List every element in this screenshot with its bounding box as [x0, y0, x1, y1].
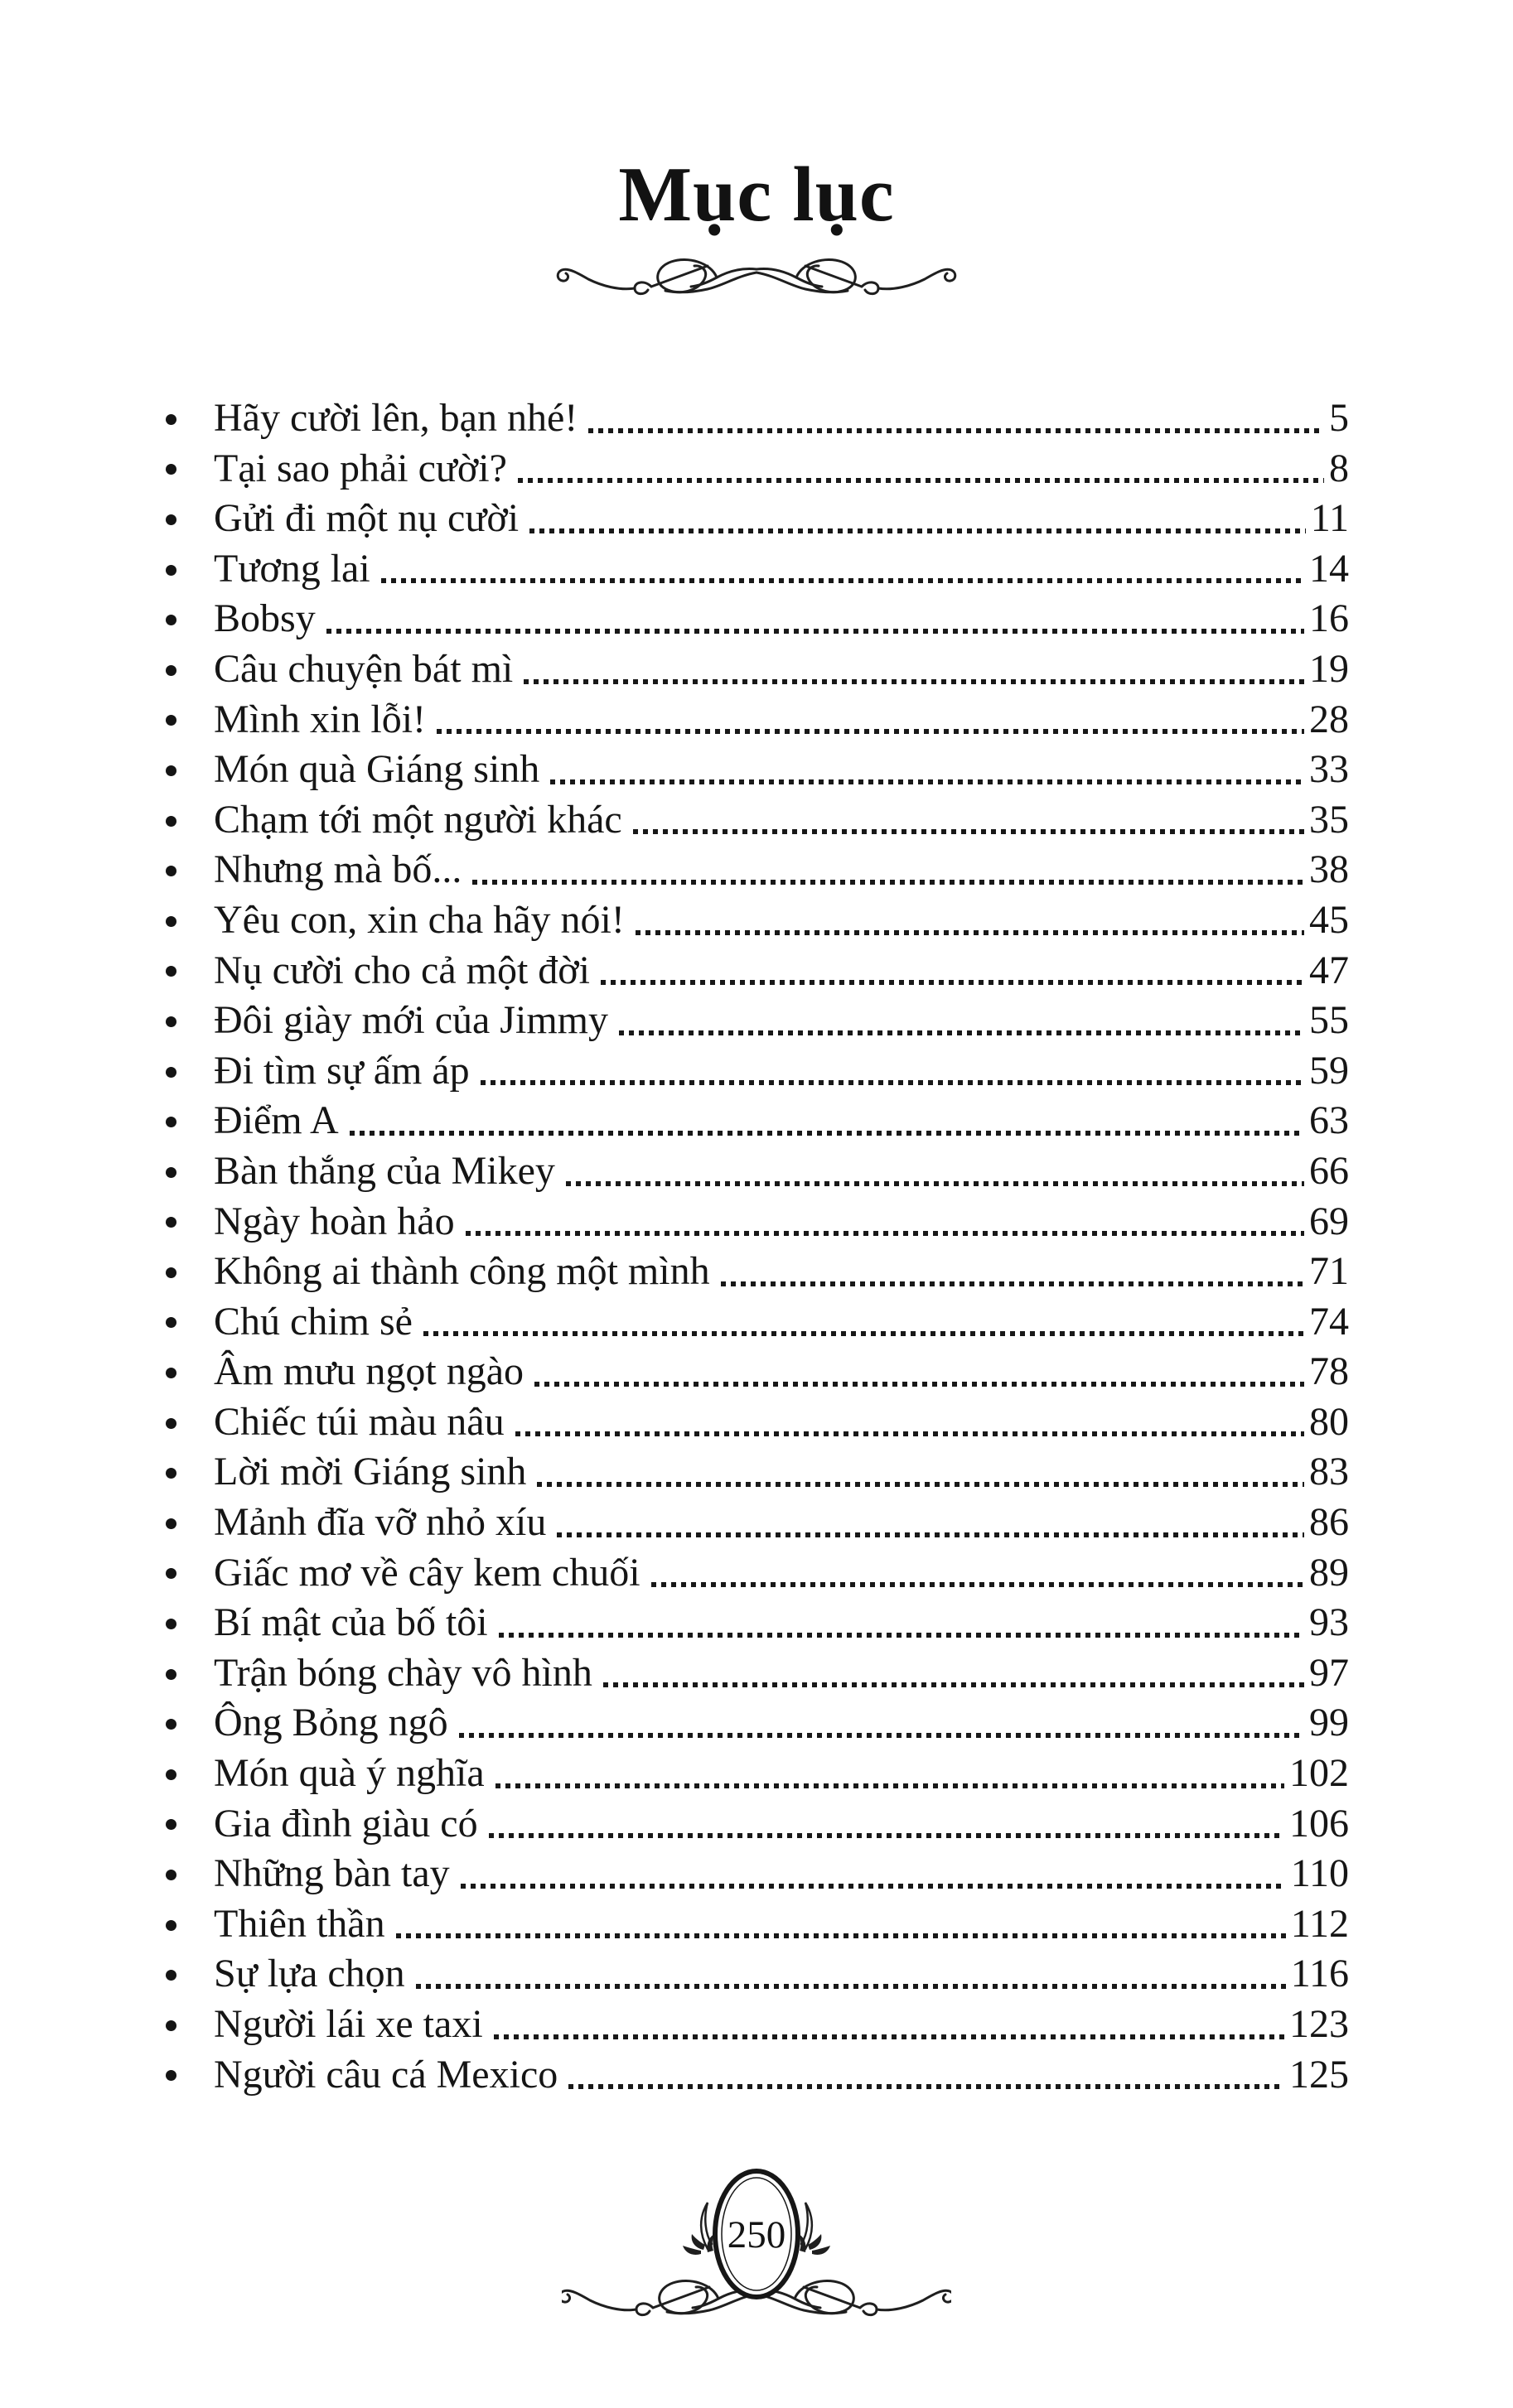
toc-row — [166, 795, 1349, 846]
bullet-icon — [166, 1518, 176, 1529]
bullet-icon — [166, 1468, 176, 1479]
toc-entry-page: 110 — [1290, 1851, 1349, 1896]
toc-entry-title: Ông Bỏng ngô — [214, 1701, 448, 1745]
toc-entry-page: 99 — [1309, 1701, 1349, 1745]
toc-entry-page: 69 — [1309, 1199, 1349, 1243]
bullet-icon — [166, 1619, 176, 1629]
toc-row — [166, 695, 1349, 746]
toc-row — [166, 544, 1349, 595]
toc-row — [166, 895, 1349, 946]
toc-entry-page: 78 — [1309, 1349, 1349, 1394]
toc-entry-title: Tại sao phải cười? — [214, 446, 507, 490]
bullet-icon — [166, 1016, 176, 1027]
dotted-leader — [529, 528, 1306, 533]
toc-entry-title: Trận bóng chày vô hình — [214, 1650, 592, 1695]
toc-entry-page: 47 — [1309, 948, 1349, 992]
toc-entry-page: 33 — [1309, 747, 1349, 792]
dotted-leader — [499, 1633, 1304, 1638]
dotted-leader — [437, 729, 1304, 734]
toc-entry-title: Mảnh đĩa vỡ nhỏ xíu — [214, 1500, 547, 1545]
toc-entry-title: Hãy cười lên, bạn nhé! — [214, 396, 578, 440]
bullet-icon — [166, 414, 176, 425]
toc-entry-page: 16 — [1309, 596, 1349, 641]
toc-entry-title: Nụ cười cho cả một đời — [214, 948, 591, 992]
toc-entry-page: 71 — [1309, 1249, 1349, 1294]
toc-entry-title: Bobsy — [214, 596, 316, 641]
toc-row — [166, 1297, 1349, 1348]
dotted-leader — [601, 980, 1304, 985]
toc-row — [166, 745, 1349, 795]
bullet-icon — [166, 615, 176, 625]
toc-entry-title: Món quà ý nghĩa — [214, 1751, 485, 1796]
toc-entry-page: 102 — [1289, 1751, 1349, 1796]
dotted-leader — [651, 1582, 1304, 1587]
toc-row — [166, 1096, 1349, 1146]
dotted-leader — [534, 1382, 1304, 1387]
dotted-leader — [588, 428, 1324, 433]
bullet-icon — [166, 2070, 176, 2081]
bullet-icon — [166, 1368, 176, 1378]
toc-row — [166, 1397, 1349, 1448]
dotted-leader — [459, 1733, 1304, 1738]
toc-entry-page: 63 — [1309, 1098, 1349, 1143]
dotted-leader — [461, 1884, 1286, 1889]
toc-row — [166, 1749, 1349, 1799]
dotted-leader — [381, 578, 1304, 583]
toc-entry-title: Gia đình giàu có — [214, 1801, 478, 1846]
toc-entry-page: 106 — [1289, 1801, 1349, 1846]
bullet-icon — [166, 1317, 176, 1328]
toc-row — [166, 845, 1349, 895]
bullet-icon — [166, 565, 176, 576]
toc-entry-title: Gửi đi một nụ cười — [214, 496, 520, 541]
toc-entry-title: Không ai thành công một mình — [214, 1249, 710, 1294]
toc-entry-title: Tương lai — [214, 546, 370, 591]
dotted-leader — [416, 1984, 1286, 1989]
bullet-icon — [166, 1568, 176, 1579]
toc-entry-title: Bí mật của bố tôi — [214, 1600, 488, 1645]
toc-entry-page: 86 — [1309, 1500, 1349, 1545]
dotted-leader — [489, 1833, 1284, 1838]
dotted-leader — [603, 1682, 1304, 1687]
dotted-leader — [350, 1131, 1304, 1136]
toc-row — [166, 996, 1349, 1046]
toc-entry-page: 74 — [1309, 1299, 1349, 1344]
bullet-icon — [166, 1819, 176, 1830]
toc-row — [166, 1548, 1349, 1599]
toc-row — [166, 393, 1349, 444]
dotted-leader — [557, 1532, 1304, 1537]
page-number-badge: 250 — [727, 2213, 786, 2257]
toc-entry-page: 14 — [1309, 546, 1349, 591]
dotted-leader — [524, 679, 1304, 684]
toc-entry-page: 93 — [1309, 1600, 1349, 1645]
toc-entry-title: Đôi giày mới của Jimmy — [214, 998, 608, 1043]
toc-entry-title: Giấc mơ về cây kem chuối — [214, 1550, 640, 1595]
toc-entry-title: Âm mưu ngọt ngào — [214, 1349, 524, 1394]
toc-row — [166, 1046, 1349, 1097]
bullet-icon — [166, 1067, 176, 1078]
toc-entry-page: 45 — [1309, 897, 1349, 942]
title-flourish-ornament — [545, 248, 968, 302]
toc-entry-title: Sự lựa chọn — [214, 1952, 405, 1996]
dotted-leader — [518, 478, 1324, 483]
toc-entry-page: 55 — [1309, 998, 1349, 1043]
toc-entry-page: 35 — [1309, 797, 1349, 842]
dotted-leader — [481, 1080, 1304, 1085]
toc-entry-title: Mình xin lỗi! — [214, 697, 427, 741]
bullet-icon — [166, 1117, 176, 1127]
toc-row — [166, 494, 1349, 544]
toc-entry-page: 59 — [1309, 1048, 1349, 1093]
dotted-leader — [326, 629, 1304, 634]
toc-entry-title: Ngày hoàn hảo — [214, 1199, 455, 1243]
bullet-icon — [166, 1418, 176, 1429]
bullet-icon — [166, 1870, 176, 1880]
toc-entry-page: 66 — [1309, 1148, 1349, 1193]
bullet-icon — [166, 2020, 176, 2031]
toc-entry-title: Yêu con, xin cha hãy nói! — [214, 897, 625, 942]
bullet-icon — [166, 1669, 176, 1680]
toc-row — [166, 2050, 1349, 2101]
toc-entry-page: 125 — [1289, 2052, 1349, 2097]
dotted-leader — [423, 1331, 1304, 1336]
dotted-leader — [568, 2084, 1284, 2089]
dotted-leader — [619, 1030, 1304, 1035]
toc-row — [166, 1648, 1349, 1699]
toc-row — [166, 444, 1349, 495]
dotted-leader — [636, 930, 1304, 935]
toc-row — [166, 1498, 1349, 1548]
bullet-icon — [166, 765, 176, 776]
toc-entry-page: 123 — [1289, 2002, 1349, 2046]
bullet-icon — [166, 715, 176, 726]
toc-entry-page: 116 — [1290, 1952, 1349, 1996]
footer-ornament — [562, 2151, 951, 2350]
bullet-icon — [166, 464, 176, 475]
toc-row — [166, 1799, 1349, 1850]
dotted-leader — [721, 1281, 1304, 1286]
dotted-leader — [566, 1181, 1304, 1186]
dotted-leader — [537, 1482, 1304, 1487]
toc-entry-page: 112 — [1290, 1901, 1349, 1946]
toc-entry-title: Chiếc túi màu nâu — [214, 1399, 505, 1444]
toc-entry-title: Món quà Giáng sinh — [214, 747, 540, 792]
bullet-icon — [166, 665, 176, 676]
toc-row — [166, 594, 1349, 644]
toc-row — [166, 1598, 1349, 1648]
toc-entry-title: Người câu cá Mexico — [214, 2052, 558, 2097]
dotted-leader — [550, 779, 1304, 784]
toc-entry-title: Đi tìm sự ấm áp — [214, 1048, 470, 1093]
toc-entry-title: Người lái xe taxi — [214, 2002, 483, 2046]
toc-row — [166, 2000, 1349, 2050]
page-title: Mục lục — [618, 152, 895, 238]
toc-row — [166, 1849, 1349, 1899]
dotted-leader — [633, 829, 1304, 834]
toc-entry-title: Điểm A — [214, 1098, 339, 1143]
dotted-leader — [466, 1231, 1304, 1236]
toc-entry-page: 97 — [1309, 1650, 1349, 1695]
toc-entry-title: Thiên thần — [214, 1901, 385, 1946]
toc-entry-title: Câu chuyện bát mì — [214, 646, 514, 691]
toc-row — [166, 1247, 1349, 1297]
bullet-icon — [166, 1970, 176, 1981]
bullet-icon — [166, 514, 176, 525]
toc-row — [166, 946, 1349, 996]
toc-entry-title: Những bàn tay — [214, 1851, 450, 1896]
toc-list — [0, 393, 1513, 2100]
toc-entry-page: 80 — [1309, 1399, 1349, 1444]
toc-row — [166, 1146, 1349, 1197]
toc-entry-page: 38 — [1309, 847, 1349, 892]
bullet-icon — [166, 1217, 176, 1228]
toc-entry-page: 11 — [1310, 496, 1349, 541]
bullet-icon — [166, 1267, 176, 1278]
toc-entry-page: 19 — [1309, 646, 1349, 691]
dotted-leader — [396, 1933, 1286, 1938]
dotted-leader — [494, 2034, 1284, 2039]
dotted-leader — [515, 1431, 1304, 1436]
toc-row — [166, 1899, 1349, 1950]
toc-row — [166, 1949, 1349, 2000]
toc-entry-title: Bàn thắng của Mikey — [214, 1148, 555, 1193]
toc-entry-title: Nhưng mà bố... — [214, 847, 462, 892]
toc-entry-title: Lời mời Giáng sinh — [214, 1450, 527, 1494]
toc-entry-page: 8 — [1329, 446, 1349, 490]
bullet-icon — [166, 1719, 176, 1730]
toc-entry-page: 83 — [1309, 1450, 1349, 1494]
bullet-icon — [166, 1167, 176, 1178]
bullet-icon — [166, 1769, 176, 1780]
dotted-leader — [472, 880, 1304, 885]
toc-entry-page: 89 — [1309, 1550, 1349, 1595]
dotted-leader — [495, 1783, 1284, 1788]
toc-entry-page: 5 — [1329, 396, 1349, 440]
toc-entry-page: 28 — [1309, 697, 1349, 741]
bullet-icon — [166, 966, 176, 977]
toc-entry-title: Chạm tới một người khác — [214, 797, 622, 842]
toc-row — [166, 1698, 1349, 1749]
bullet-icon — [166, 916, 176, 927]
bullet-icon — [166, 866, 176, 876]
toc-row — [166, 1197, 1349, 1247]
toc-row — [166, 1347, 1349, 1397]
bullet-icon — [166, 1920, 176, 1931]
toc-row — [166, 1447, 1349, 1498]
bullet-icon — [166, 816, 176, 827]
toc-entry-title: Chú chim sẻ — [214, 1299, 413, 1344]
toc-row — [166, 644, 1349, 695]
